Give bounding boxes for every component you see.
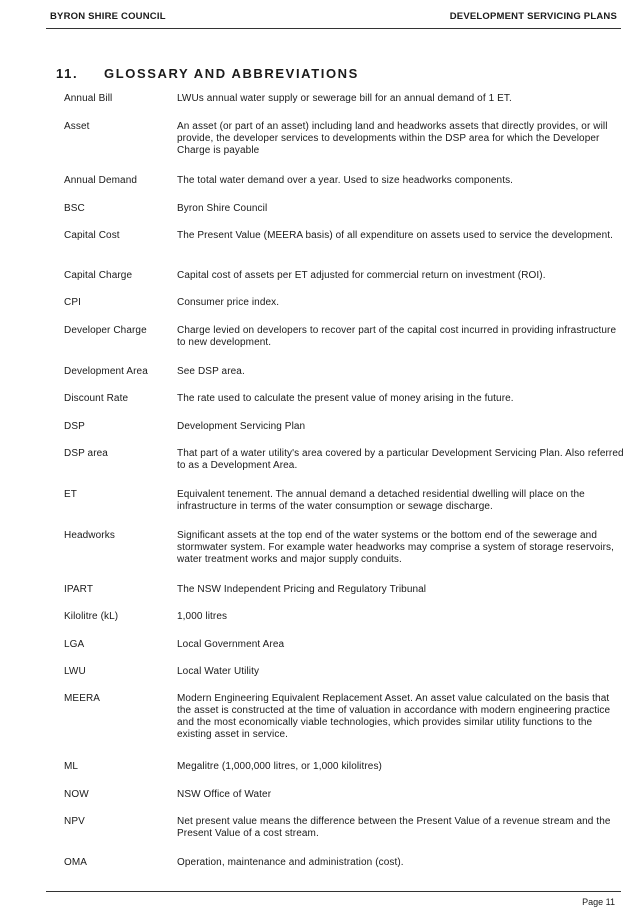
glossary-term: Capital Charge [64,270,133,281]
glossary-definition: The rate used to calculate the present value of money arising in the future. [177,393,514,404]
glossary-definition: Equivalent tenement. The annual demand a detached residential dwelling will place on the infrastructure in terms of the water consumption or sewage discharge. [177,489,585,512]
glossary-term: Discount Rate [64,393,129,404]
glossary-term: LGA [64,639,85,650]
glossary-term: Development Area [64,366,148,377]
section-title: GLOSSARY AND ABBREVIATIONS [104,66,359,81]
glossary-term: Developer Charge [64,325,147,336]
glossary-definition: Significant assets at the top end of the water systems or the bottom end of the sewerage and stormwater system. For example water headworks may comprise a system of storage reservoirs, water treatment works and major supply conduits. [177,530,615,565]
footer-divider [46,891,621,892]
glossary-definition: Development Servicing Plan [177,421,306,432]
glossary-definition: The NSW Independent Pricing and Regulatory Tribunal [177,584,427,595]
header-document-title: DEVELOPMENT SERVICING PLANS [449,11,617,22]
glossary-definition: The Present Value (MEERA basis) of all expenditure on assets used to service the development. [177,230,614,241]
glossary-term: Annual Bill [64,93,113,104]
section-number: 11. [56,66,79,81]
glossary-definition: Operation, maintenance and administration (cost). [177,857,404,868]
page-number: Page 11 [582,897,615,907]
glossary-definition: That part of a water utility's area covered by a particular Development Servicing Plan. Also referred to as a Development Area. [177,448,624,471]
glossary-term: NOW [64,789,89,800]
glossary-definition: The total water demand over a year. Used to size headworks components. [177,175,514,186]
glossary-term: Annual Demand [64,175,138,186]
glossary-definition: Megalitre (1,000,000 litres, or 1,000 kilolitres) [177,761,382,772]
glossary-term: OMA [64,857,88,868]
header-organization: BYRON SHIRE COUNCIL [50,11,166,22]
glossary-term: Headworks [64,530,115,541]
page-header [46,6,621,29]
glossary-term: ET [64,489,77,500]
glossary-definition: See DSP area. [177,366,245,377]
glossary-term: MEERA [64,693,101,704]
glossary-definition: Local Government Area [177,639,285,650]
glossary-definition: Byron Shire Council [177,203,268,214]
glossary-definition: LWUs annual water supply or sewerage bill for an annual demand of 1 ET. [177,93,512,104]
glossary-term: ML [64,761,79,772]
glossary-definition: Local Water Utility [177,666,260,677]
glossary-term: DSP [64,421,85,432]
section-heading [56,66,359,81]
glossary-term: CPI [64,297,81,308]
glossary-term: DSP area [64,448,108,459]
glossary-definition: Charge levied on developers to recover part of the capital cost incurred in providing infrastructure to new development. [177,325,617,348]
glossary-term: NPV [64,816,85,827]
glossary-term: Asset [64,121,90,132]
glossary-definition: Consumer price index. [177,297,280,308]
glossary-definition: Capital cost of assets per ET adjusted for commercial return on investment (ROI). [177,270,546,281]
glossary-term: IPART [64,584,94,595]
glossary-definition: Modern Engineering Equivalent Replacement Asset. An asset value calculated on the basis that the asset is constructed at the time of valuation in accordance with modern engineering practice and the most economically viable technologies, which provides similar utility functions to the existing asset in service. [177,693,611,740]
glossary-term: LWU [64,666,86,677]
glossary-definition: An asset (or part of an asset) including land and headworks assets that directly provides, or will provide, the developer services to developments within the DSP area for which the Developer Charge is payable [177,121,608,156]
glossary-term: Capital Cost [64,230,120,241]
glossary-term: BSC [64,203,85,214]
glossary-definition: 1,000 litres [177,611,228,622]
glossary-definition: NSW Office of Water [177,789,272,800]
glossary-definition: Net present value means the difference between the Present Value of a revenue stream and the Present Value of a cost stream. [177,816,611,839]
glossary-term: Kilolitre (kL) [64,611,119,622]
